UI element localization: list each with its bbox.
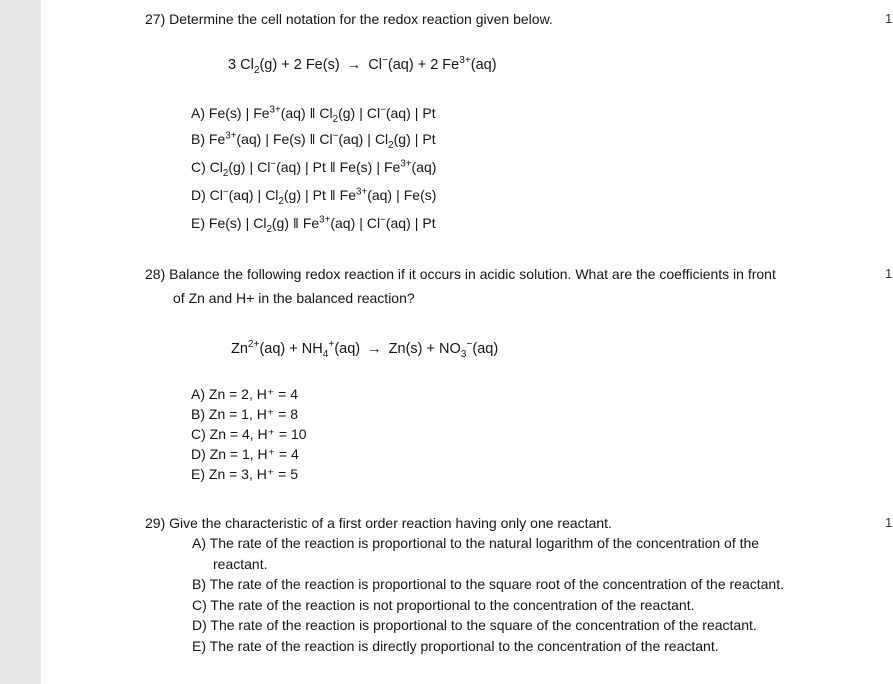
question-27-number: 27) (145, 11, 166, 27)
question-28-option-e[interactable]: E) Zn = 3, H⁺ = 5 (191, 466, 298, 482)
question-27-option-b[interactable]: B) $Fe^{3+}(aq)$ | Fe(s) ‖ Cl−(aq) | $Cl_2(g)$ | Pt (191, 130, 436, 151)
question-29-number: 29) (145, 515, 166, 531)
question-28-option-a[interactable]: A) Zn = 2, H⁺ = 4 (191, 386, 298, 402)
reaction-arrow-icon: → (346, 57, 362, 73)
question-29-option-a-continued: reactant. (213, 556, 268, 572)
question-28-option-d[interactable]: D) Zn = 1, H⁺ = 4 (191, 446, 299, 462)
reaction-arrow-icon: → (367, 341, 382, 357)
question-27-stem (145, 10, 553, 28)
margin-point-mark: 1 (885, 11, 893, 25)
question-29-stem (145, 514, 612, 532)
margin-point-mark: 1 (885, 266, 893, 280)
question-28-equation: $Zn^{2+}(aq) + NH_4^+(aq) \to Zn(s) + NO_3^-(aq)$ (231, 339, 499, 360)
question-27-option-d[interactable]: D) Cl−(aq) | $Cl_2(g)$ | Pt ‖ $Fe^{3+}(aq)$ | Fe(s) (191, 186, 437, 207)
question-29-option-a[interactable]: A) The rate of the reaction is proportional to the natural logarithm of the concentration of the (192, 535, 760, 551)
question-28-text-line1: Balance the following redox reaction if it occurs in acidic solution. What are the coefficients in front (169, 266, 776, 282)
question-28-option-b[interactable]: B) Zn = 1, H⁺ = 8 (191, 406, 298, 422)
question-27-option-a[interactable]: A) Fe(s) | $Fe^{3+}(aq)$ ‖ $Cl_2(g)$ | Cl−(aq) | Pt (191, 104, 436, 125)
question-27-text: Determine the cell notation for the redox reaction given below. (169, 11, 553, 27)
question-28-number: 28) (145, 266, 166, 282)
question-29-option-e[interactable]: E) The rate of the reaction is directly proportional to the concentration of the reactant. (192, 638, 719, 654)
question-28-option-c[interactable]: C) Zn = 4, H⁺ = 10 (191, 426, 307, 442)
question-29-option-c[interactable]: C) The rate of the reaction is not proportional to the concentration of the reactant. (192, 597, 695, 613)
question-27-equation: 3 $Cl_2(g) + 2$ Fe(s) → Cl−(aq) + 2 $Fe^{3+}(aq)$ (228, 55, 497, 76)
question-29-option-d[interactable]: D) The rate of the reaction is proportional to the square of the concentration of the reactant. (192, 617, 757, 633)
question-29-text: Give the characteristic of a first order reaction having only one reactant. (169, 515, 612, 531)
question-28-stem (145, 265, 776, 283)
question-28-text-line2: of Zn and H+ in the balanced reaction? (173, 290, 415, 306)
question-29-option-b[interactable]: B) The rate of the reaction is proportional to the square root of the concentration of the reactant. (192, 576, 784, 592)
question-27-option-c[interactable]: C) $Cl_2(g)$ | Cl−(aq) | Pt ‖ Fe(s) | $Fe^{3+}(aq)$ (191, 158, 437, 179)
question-27-option-e[interactable]: E) Fe(s) | $Cl_2(g)$ ‖ $Fe^{3+}(aq)$ | Cl−(aq) | Pt (191, 214, 436, 235)
margin-point-mark: 1 (885, 515, 893, 529)
